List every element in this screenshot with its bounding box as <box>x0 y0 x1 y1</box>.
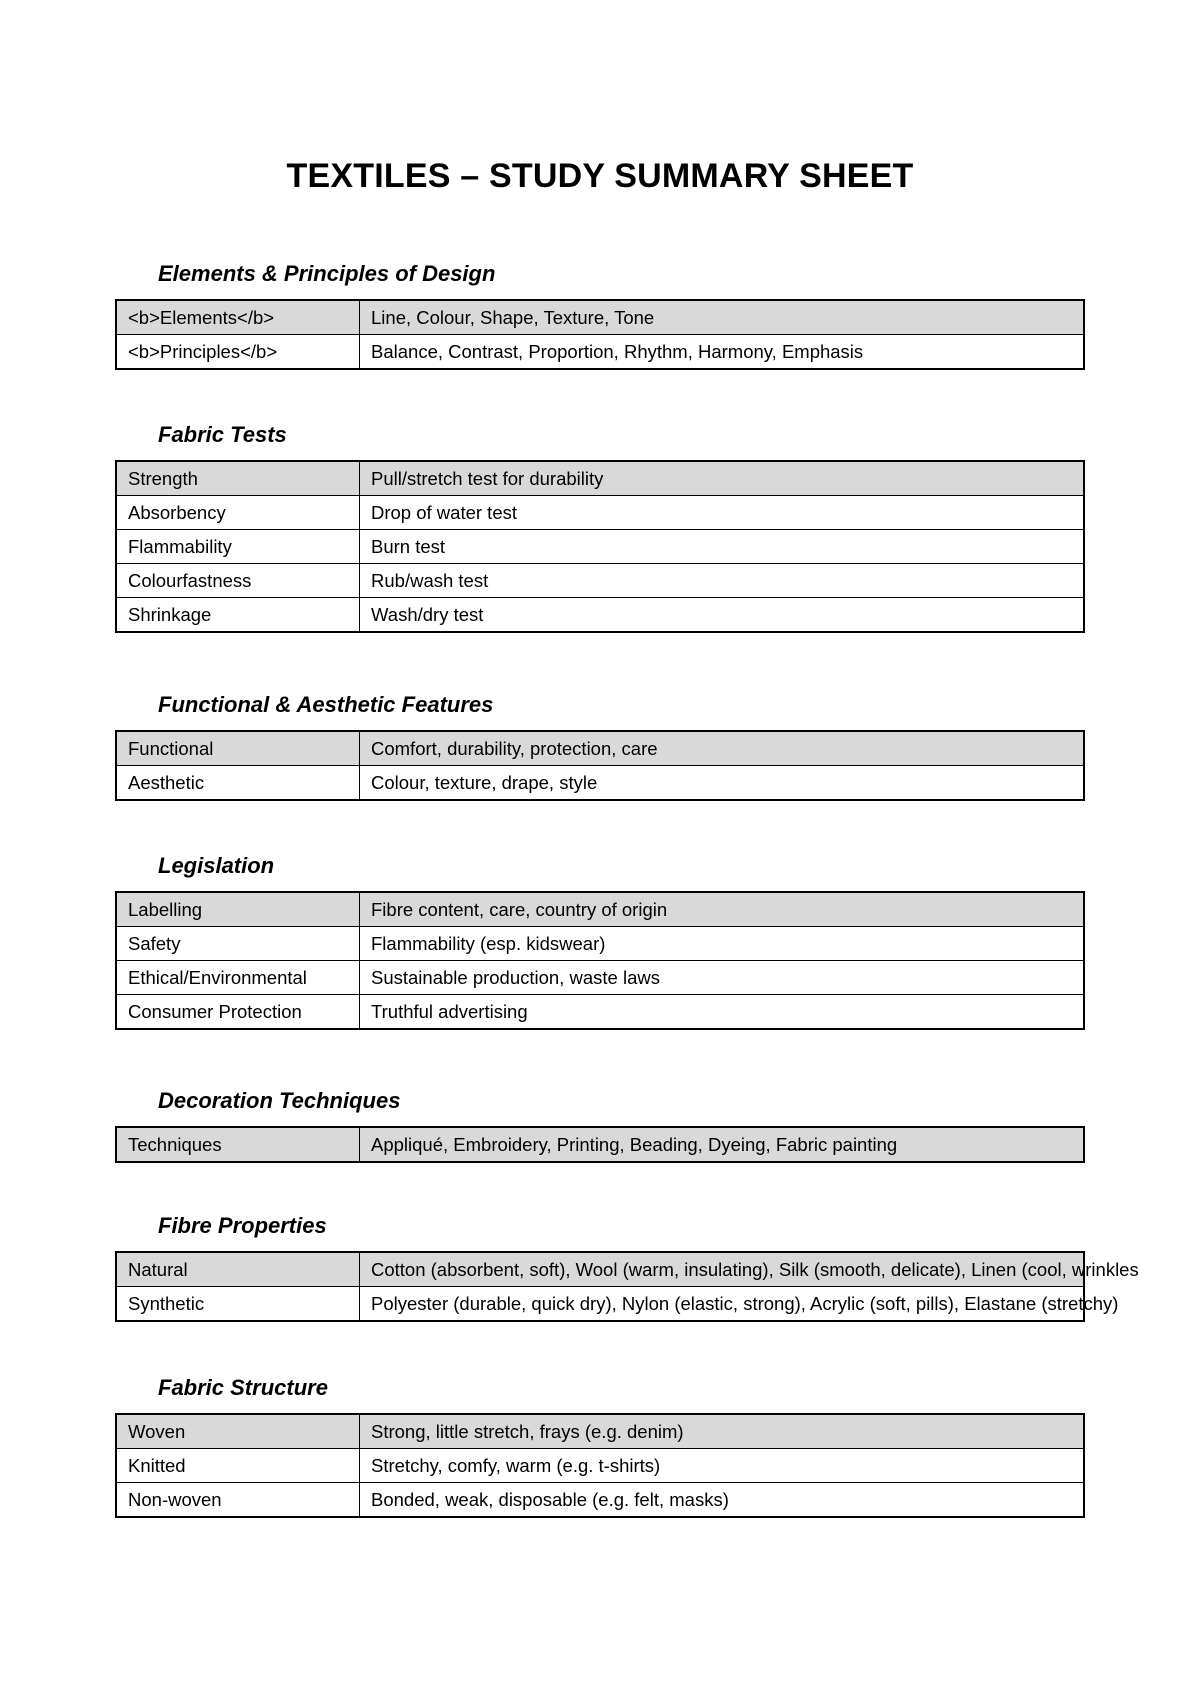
row-label: Colourfastness <box>116 564 360 598</box>
summary-table <box>115 730 1085 801</box>
row-value: Burn test <box>360 530 1085 564</box>
row-label: Flammability <box>116 530 360 564</box>
summary-table <box>115 1251 1139 1322</box>
row-label: Techniques <box>116 1127 360 1162</box>
table-row <box>116 335 1084 370</box>
summary-table <box>115 891 1085 1030</box>
row-label: Labelling <box>116 892 360 927</box>
section <box>115 692 1085 801</box>
section-heading: Fibre Properties <box>158 1213 327 1238</box>
table-row <box>116 1252 1084 1287</box>
row-label: Functional <box>116 731 360 766</box>
table-row <box>116 598 1084 633</box>
row-value: Drop of water test <box>360 496 1085 530</box>
row-value: Strong, little stretch, frays (e.g. denim) <box>360 1414 1085 1449</box>
row-value: Cotton (absorbent, soft), Wool (warm, insulating), Silk (smooth, delicate), Linen (cool, wrinkles <box>360 1252 1085 1287</box>
row-label: <b>Principles</b> <box>116 335 360 370</box>
row-value: Fibre content, care, country of origin <box>360 892 1085 927</box>
row-value: Line, Colour, Shape, Texture, Tone <box>360 300 1085 335</box>
row-label: Synthetic <box>116 1287 360 1322</box>
table-row <box>116 995 1084 1030</box>
table-row <box>116 1449 1084 1483</box>
row-label: Aesthetic <box>116 766 360 801</box>
row-label: Safety <box>116 927 360 961</box>
table-row <box>116 1127 1084 1162</box>
row-value: Flammability (esp. kidswear) <box>360 927 1085 961</box>
section <box>115 853 1085 1030</box>
row-value: Colour, texture, drape, style <box>360 766 1085 801</box>
table-row <box>116 530 1084 564</box>
row-value: Balance, Contrast, Proportion, Rhythm, Harmony, Emphasis <box>360 335 1085 370</box>
row-label: Non-woven <box>116 1483 360 1518</box>
table-row <box>116 1414 1084 1449</box>
table-row <box>116 1287 1084 1322</box>
row-label: Absorbency <box>116 496 360 530</box>
row-label: Ethical/Environmental <box>116 961 360 995</box>
table-row <box>116 892 1084 927</box>
table-row <box>116 766 1084 801</box>
section <box>115 261 1085 370</box>
section-heading: Fabric Tests <box>158 422 287 447</box>
summary-table <box>115 1126 1085 1163</box>
table-row <box>116 961 1084 995</box>
table-row <box>116 564 1084 598</box>
row-value: Rub/wash test <box>360 564 1085 598</box>
row-label: <b>Elements</b> <box>116 300 360 335</box>
row-value: Pull/stretch test for durability <box>360 461 1085 496</box>
table-row <box>116 496 1084 530</box>
row-value: Wash/dry test <box>360 598 1085 633</box>
row-label: Shrinkage <box>116 598 360 633</box>
row-value: Polyester (durable, quick dry), Nylon (elastic, strong), Acrylic (soft, pills), Elastane (stretchy) <box>360 1287 1085 1322</box>
row-value: Appliqué, Embroidery, Printing, Beading, Dyeing, Fabric painting <box>360 1127 1085 1162</box>
document-title: TEXTILES – STUDY SUMMARY SHEET <box>286 157 914 195</box>
table-row <box>116 300 1084 335</box>
section-heading: Functional & Aesthetic Features <box>158 692 494 717</box>
row-label: Knitted <box>116 1449 360 1483</box>
table-row <box>116 1483 1084 1518</box>
section-heading: Decoration Techniques <box>158 1088 401 1113</box>
section-heading: Elements & Principles of Design <box>158 261 496 286</box>
row-label: Strength <box>116 461 360 496</box>
summary-table <box>115 299 1085 370</box>
row-value: Truthful advertising <box>360 995 1085 1030</box>
row-value: Stretchy, comfy, warm (e.g. t-shirts) <box>360 1449 1085 1483</box>
summary-table <box>115 460 1085 633</box>
table-row <box>116 461 1084 496</box>
section <box>115 1213 1139 1322</box>
table-row <box>116 731 1084 766</box>
row-label: Woven <box>116 1414 360 1449</box>
row-label: Consumer Protection <box>116 995 360 1030</box>
section <box>115 1375 1085 1518</box>
section <box>115 1088 1085 1163</box>
section-heading: Legislation <box>158 853 275 878</box>
row-value: Comfort, durability, protection, care <box>360 731 1085 766</box>
row-label: Natural <box>116 1252 360 1287</box>
table-row <box>116 927 1084 961</box>
section <box>115 422 1085 633</box>
row-value: Sustainable production, waste laws <box>360 961 1085 995</box>
row-value: Bonded, weak, disposable (e.g. felt, masks) <box>360 1483 1085 1518</box>
summary-table <box>115 1413 1085 1518</box>
section-heading: Fabric Structure <box>158 1375 328 1400</box>
